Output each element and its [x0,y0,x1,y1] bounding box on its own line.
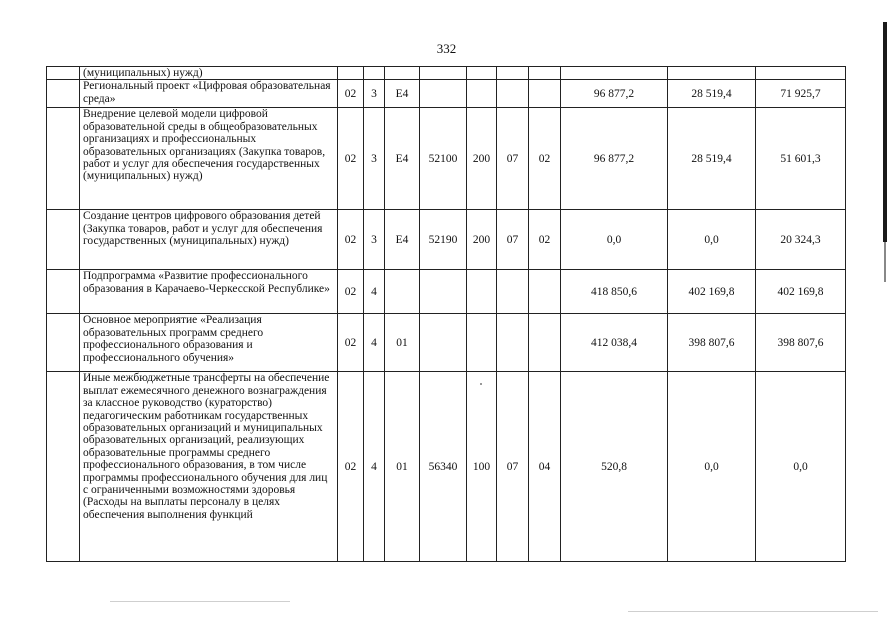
code-vr: 200 [467,108,497,210]
code-gr [338,67,364,80]
amount-year-2: 402 169,8 [668,270,756,314]
amount-year-3: 20 324,3 [756,210,846,270]
code-rz [497,270,529,314]
code-pp: 4 [364,372,385,562]
row-name: Иные межбюджетные трансферты на обеспечение выплат ежемесячного денежного вознаграждения за классное руководство (кураторство) педагогическим работникам государственных образовательных организаций и муниципальных образовательных организаций, реализующих образовательные программы среднего профессионального образования, в том числе программы профессионального обучения для лиц с ограниченными возможностями здоровья (Расходы на выплаты персоналу в целях обеспечения выполнения функций [80,372,338,562]
code-pr: 02 [529,108,561,210]
table-body [47,67,846,562]
amount-year-3: 71 925,7 [756,80,846,108]
code-rz: 07 [497,108,529,210]
page-number: 332 [436,41,457,56]
code-rz: 07 [497,210,529,270]
code-pp: 4 [364,314,385,372]
code-pp: 3 [364,210,385,270]
blank-cell [47,80,80,108]
amount-year-1: 96 877,2 [561,108,668,210]
code-pr [529,270,561,314]
code-osn: 01 [385,314,420,372]
scan-artifact-line [110,601,290,602]
table-row [47,270,846,314]
amount-year-1: 412 038,4 [561,314,668,372]
amount-year-1 [561,67,668,80]
blank-cell [47,372,80,562]
row-name: Создание центров цифрового образования детей (Закупка товаров, работ и услуг для обеспечения государственных (муниципальных) нужд) [80,210,338,270]
code-osn [385,67,420,80]
code-gr: 02 [338,270,364,314]
row-name: (муниципальных) нужд) [80,67,338,80]
code-napr [420,314,467,372]
code-vr [467,270,497,314]
blank-cell [47,108,80,210]
code-pr [529,67,561,80]
code-napr [420,67,467,80]
code-osn: 01 [385,372,420,562]
amount-year-2: 0,0 [668,372,756,562]
code-gr: 02 [338,372,364,562]
scan-artifact-line [628,611,878,612]
code-gr: 02 [338,314,364,372]
code-osn: Е4 [385,210,420,270]
amount-year-3: 398 807,6 [756,314,846,372]
amount-year-2: 0,0 [668,210,756,270]
code-pp: 4 [364,270,385,314]
amount-year-2 [668,67,756,80]
code-gr: 02 [338,210,364,270]
blank-cell [47,210,80,270]
blank-cell [47,270,80,314]
amount-year-1: 0,0 [561,210,668,270]
blank-cell [47,67,80,80]
table-row [47,210,846,270]
amount-year-2: 398 807,6 [668,314,756,372]
row-name: Основное мероприятие «Реализация образовательных программ среднего профессионального образования и профессионального обучения» [80,314,338,372]
row-name: Внедрение целевой модели цифровой образовательной среды в общеобразовательных организациях и профессиональных образовательных организациях (Закупка товаров, работ и услуг для обеспечения государственных (муниципальных) нужд) [80,108,338,210]
code-vr [467,80,497,108]
code-pr: 02 [529,210,561,270]
code-vr: 100 [467,372,497,562]
code-pp [364,67,385,80]
code-napr: 52190 [420,210,467,270]
code-gr: 02 [338,108,364,210]
amount-year-1: 520,8 [561,372,668,562]
row-name: Региональный проект «Цифровая образовательная среда» [80,80,338,108]
table-row [47,67,846,80]
code-pr [529,80,561,108]
blank-cell [47,314,80,372]
amount-year-2: 28 519,4 [668,80,756,108]
row-name: Подпрограмма «Развитие профессионального образования в Карачаево-Черкесской Республике» [80,270,338,314]
amount-year-3: 51 601,3 [756,108,846,210]
code-rz: 07 [497,372,529,562]
code-osn: Е4 [385,80,420,108]
scan-edge-shadow [883,22,887,242]
amount-year-2: 28 519,4 [668,108,756,210]
scan-edge-shadow-faint [884,242,886,282]
code-napr: 56340 [420,372,467,562]
amount-year-3: 0,0 [756,372,846,562]
code-napr [420,80,467,108]
budget-table [46,66,846,562]
code-osn: Е4 [385,108,420,210]
table-row [47,372,846,562]
code-rz [497,314,529,372]
code-vr: 200 [467,210,497,270]
amount-year-3: 402 169,8 [756,270,846,314]
code-rz [497,67,529,80]
code-vr [467,314,497,372]
code-pr [529,314,561,372]
amount-year-1: 96 877,2 [561,80,668,108]
code-rz [497,80,529,108]
amount-year-3 [756,67,846,80]
code-napr [420,270,467,314]
code-gr: 02 [338,80,364,108]
amount-year-1: 418 850,6 [561,270,668,314]
code-pp: 3 [364,108,385,210]
code-pr: 04 [529,372,561,562]
table-row [47,108,846,210]
code-osn [385,270,420,314]
code-napr: 52100 [420,108,467,210]
scan-artifact-dot [480,383,482,385]
table-row [47,314,846,372]
table-row [47,80,846,108]
code-pp: 3 [364,80,385,108]
code-vr [467,67,497,80]
